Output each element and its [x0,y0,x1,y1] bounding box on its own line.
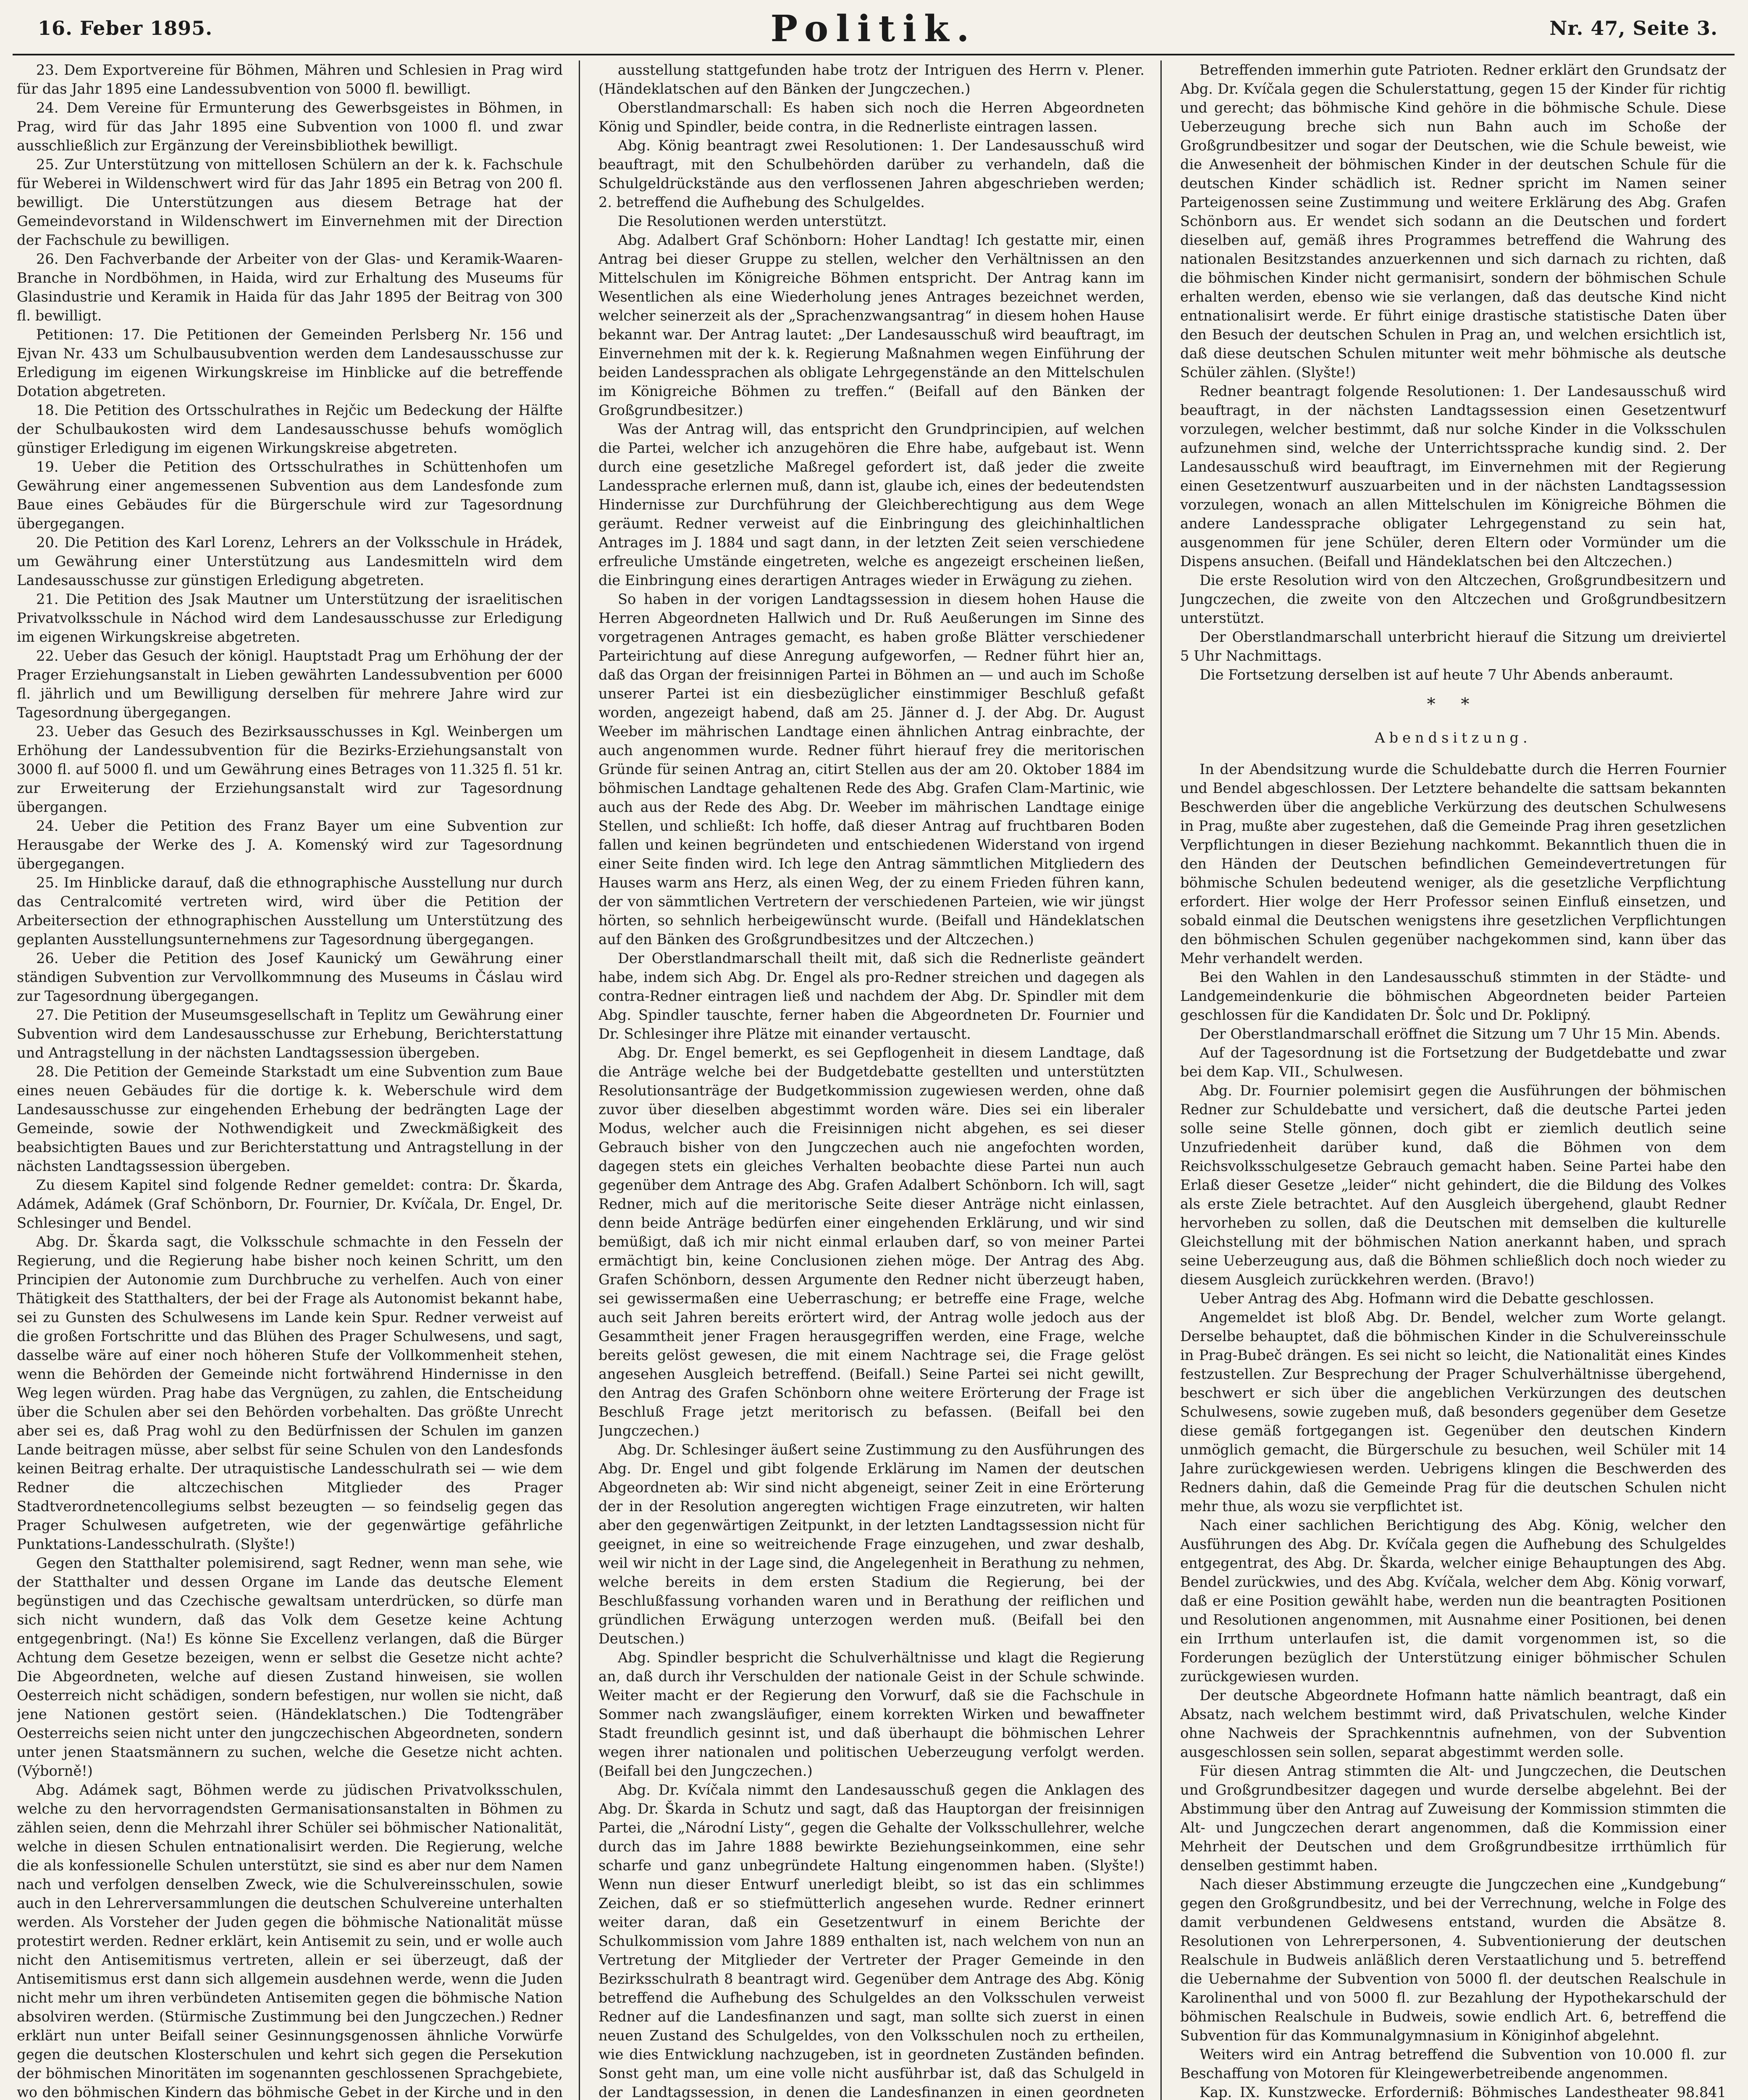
article-paragraph: 28. Die Petition der Gemeinde Starkstadt um eine Subvention zum Baue eines neuen Gebäudes für die dortige k. k. Weberschule wird dem Landesausschusse zur eingehenden Erhebung der bedrängten Lage der Gemeinde, sowie der Nothwendigkeit und Zweckmäßigkeit des beabsichtigten Baues und zur Berichterstattung und Antragstellung in der nächsten Landtagssession übergeben. [17,1063,563,1174]
article-paragraph: Kap. IX. Kunstzwecke. Erforderniß: Böhmisches Landestheater 98.841 [1199,2084,1726,2100]
article-paragraph: Ueber Antrag des Abg. Hofmann wird die Debatte geschlossen. [1199,1290,1654,1307]
article-paragraph: 22. Ueber das Gesuch der königl. Hauptstadt Prag um Erhöhung der der Prager Erziehungsanstalt in Lieben gewährten Landessubvention per 6000 fl. jährlich und um Bewilligung derselben für mehrere Jahre wird zur Tagesordnung übergegangen. [17,648,563,721]
article-paragraph: Abg. Dr. Schlesinger äußert seine Zustimmung zu den Ausführungen des Abg. Dr. Engel und gibt folgende Erklärung im Namen der deutschen Abgeordneten ab: Wir sind nicht abgeneigt, seiner Zeit in eine Erörterung der in der Resolution angeregten wichtigen Frage einzutreten, wir halten aber den gegenwärtigen Zeitpunkt, in der letzten Landtagssession nicht für geeignet, in eine so weitreichende Frage einzugehen, und zwar deshalb, weil wir nicht in der Lage sind, die Angelegenheit in Berathung zu nehmen, welche bereits in dem ersten Stadium die Regierung, bei der Beschlußfassung vorhanden waren und in Berathung der reiflichen und gründlichen Erwägung unterzogen werden muß. (Beifall bei den Deutschen.) [598,1441,1144,1647]
article-paragraph: Petitionen: 17. Die Petitionen der Gemeinden Perlsberg Nr. 156 und Ejvan Nr. 433 um Schulbausubvention werden dem Landesausschusse zur Erledigung im eigenen Wirkungskreise im Hinblicke auf die betreffende Dotation abgetreten. [17,326,563,399]
article-paragraph: 19. Ueber die Petition des Ortsschulrathes in Schüttenhofen um Gewährung einer angemessenen Subvention aus dem Landesfonde zum Baue eines Gebäudes für die Bürgerschule wird zur Tagesordnung übergegangen. [17,459,563,532]
issue-page-info: Nr. 47, Seite 3. [1549,17,1718,39]
article-paragraph: 21. Die Petition des Jsak Mautner um Unterstützung der israelitischen Privatvolksschule in Náchod wird dem Landesausschusse zur Erledigung im eigenen Wirkungskreise abgetreten. [17,591,563,645]
article-paragraph: Abg. Dr. Engel bemerkt, es sei Gepflogenheit in diesem Landtage, daß die Anträge welche bei der Budgetdebatte gestellten und unterstützten Resolutionsanträge der Budgetkommission zugewiesen werden, ohne daß zuvor über dieselben abgestimmt worden wäre. Dies sei ein liberaler Modus, welcher auch die Freisinnigen nicht abgehen, es sei dieser Gebrauch bisher von den Jungczechen auch nie angefochten worden, dagegen stets ein gleiches Verhalten beobachte diese Partei nun auch gegenüber dem Antrage des Abg. Grafen Adalbert Schönborn. Ich will, sagt Redner, mich auf die meritorische Seite dieser Anträge nicht einlassen, denn beide Anträge bedürfen einer eingehenden Erklärung, und wir sind bemüßigt, daß ich mir nicht einmal erlauben darf, so von meiner Partei ermächtigt bin, keine Conclusionen ziehen möge. Der Antrag des Abg. Grafen Schönborn, dessen Argumente den Redner nicht überzeugt haben, sei gewissermaßen eine Ueberraschung; er betreffe eine Frage, welche auch seit Jahren bereits erörtert wird, der Antrag wolle jedoch aus der Gesammtheit jener Fragen herausgegriffen werden, eine Frage, welche bereits gelöst gewesen, die mit einem Nachtrage sei, die Frage gelöst angesehen Ausgleich betreffend. (Beifall.) Seine Partei sei nicht gewillt, den Antrag des Grafen Schönborn ohne weitere Erörterung der Frage ist Beschluß Frage jetzt meritorisch zu befassen. (Beifall bei den Jungczechen.) [598,1045,1144,1439]
article-paragraph: Nach dieser Abstimmung erzeugte die Jungczechen eine „Kundgebung“ gegen den Großgrundbesitz, und bei der Verrechnung, welche in Folge des damit verbundenen Geldwesens entstand, wurden die Absätze 8. Resolutionen von Lehrerpersonen, 4. Subventionierung der deutschen Realschule in Budweis anläßlich deren Verstaatlichung und 5. betreffend die Uebernahme der Subvention von 5000 fl. der deutschen Realschule in Karolinenthal und von 5000 fl. zur Bezahlung der Hypothekarschuld der böhmischen Realschule in Budweis, sowie endlich Art. 6, betreffend die Subvention für das Kommunalgymnasium in Königinhof abgelehnt. [1180,1876,1726,2044]
article-columns [13,60,1735,2100]
article-paragraph: Abg. Adalbert Graf Schönborn: Hoher Landtag! Ich gestatte mir, einen Antrag bei dieser Gruppe zu stellen, welcher den Verhältnissen an den Mittelschulen im Königreiche Böhmen entspricht. Der Antrag kann im Wesentlichen als eine Wiederholung jenes Antrages bezeichnet werden, welcher seinerzeit als der „Sprachenzwangsantrag“ in diesem hohen Hause bekannt war. Der Antrag lautet: „Der Landesausschuß wird beauftragt, im Einvernehmen mit der k. k. Regierung Maßnahmen wegen Einführung der beiden Landessprachen als obligate Lehrgegenstände an den Mittelschulen im Königreiche Böhmen zu treffen.“ (Beifall auf den Bänken der Großgrundbesitzer.) [598,232,1144,418]
column-rule [579,60,580,2100]
article-paragraph: Abg. Spindler bespricht die Schulverhältnisse und klagt die Regierung an, daß durch ihr Verschulden der nationale Geist in der Schule schwinde. Weiter macht er der Regierung den Vorwurf, daß sie die Fachschule in Sommer nach zwangsläufiger, einem korrekten Wirken und bewaffneter Stadt freundlich gesinnt ist, und daß überhaupt die böhmischen Lehrer wegen ihrer nationalen und politischen Ueberzeugung verfolgt werden. (Beifall bei den Jungczechen.) [598,1649,1144,1779]
article-paragraph: ausstellung stattgefunden habe trotz der Intriguen des Herrn v. Plener. (Händeklatschen auf den Bänken der Jungczechen.) [598,62,1144,97]
article-paragraph: Bei den Wahlen in den Landesausschuß stimmten in der Städte- und Landgemeindenkurie die böhmischen Abgeordneten beider Parteien geschlossen für die Kandidaten Dr. Šolc und Dr. Poklipný. [1180,969,1726,1023]
article-paragraph: Betreffenden immerhin gute Patrioten. Redner erklärt den Grundsatz der Abg. Dr. Kvíčala gegen die Schulerstattung, gegen 15 der Kinder für richtig und gerecht; das böhmische Kind gehöre in die böhmische Schule. Diese Ueberzeugung breche sich nun Bahn auch im Schoße der Großgrundbesitzer und sogar der Deutschen, wie die Schule beweist, wie die Anwesenheit der böhmischen Kinder in der deutschen Schule für die deutschen Kinder schädlich ist. Redner spricht im Namen seiner Parteigenossen seine Zustimmung und weitere Erklärung des Abg. Grafen Schönborn aus. Er wendet sich sodann an die Deutschen und fordert dieselben auf, gemäß ihres Programmes betreffend die Wahrung des nationalen Besitzstandes anzuerkennen und sich darnach zu richten, daß die böhmischen Kinder nicht germanisirt, sondern der böhmischen Schule erhalten werden, ebenso wie sie verlangen, daß das deutsche Kind nicht entnationalisirt werde. Er führt einige drastische statistische Daten über den Besuch der deutschen Schulen in Prag an, und welchen ersichtlich ist, daß diese deutschen Schulen mitunter weit mehr böhmische als deutsche Schüler zählen. (Slyšte!) [1180,62,1726,381]
article-paragraph: Der deutsche Abgeordnete Hofmann hatte nämlich beantragt, daß ein Absatz, nach welchem bestimmt wird, daß Privatschulen, welche Kinder ohne Nachweis der Sprachkenntnis aufnehmen, von der Subvention ausgeschlossen sein sollen, separat abgestimmt werden solle. [1180,1687,1726,1760]
article-paragraph: Was der Antrag will, das entspricht den Grundprincipien, auf welchen die Partei, welcher ich anzugehören die Ehre habe, aufgebaut ist. Wenn durch eine gesetzliche Maßregel gefordert ist, daß jeder die zweite Landessprache erlernen muß, dann ist, glaube ich, eines der bedeutendsten Hindernisse zur Durchführung der Gleichberechtigung aus dem Wege geräumt. Redner verweist auf die Einbringung des gleichinhaltlichen Antrages im J. 1884 und sagt dann, in der letzten Zeit seien verschiedene erfreuliche Umstände eingetreten, welche es angezeigt erscheinen ließen, die Einbringung eines derartigen Antrages wieder in Erwägung zu ziehen. [598,421,1144,588]
article-paragraph: 23. Dem Exportvereine für Böhmen, Mähren und Schlesien in Prag wird für das Jahr 1895 eine Landessubvention von 5000 fl. bewilligt. [17,62,563,97]
article-paragraph: Abg. Adámek sagt, Böhmen werde zu jüdischen Privatvolksschulen, welche zu den hervorragendsten Germanisationsanstalten in Böhmen zu zählen seien, denn die Mehrzahl ihrer Schüler sei böhmischer Nationalität, welche in diesen Schulen entnationalisirt werden. Die Regierung, welche die als konfessionelle Schulen unterstützt, sie sind es aber nur dem Namen nach und verfolgen denselben Zweck, wie die Schulvereinsschulen, sowie auch in den Lehrerversammlungen die deutschen Schulvereine unterhalten werden. Als Vorsteher der Juden gegen die böhmische Nationalität müsse protestirt werden. Redner erklärt, kein Antisemit zu sein, und er wolle auch nicht den Antisemitismus vertreten, allein er sei überzeugt, daß der Antisemitismus erst dann sich allgemein ausdehnen werde, wenn die Juden nicht mehr um ihren verbündeten Antisemiten gegen die böhmische Nation absolviren werden. (Stürmische Zustimmung bei den Jungczechen.) Redner erklärt nun unter Beifall seiner Gesinnungsgenossen ähnliche Vorwürfe gegen die deutschen Klosterschulen und kehrt sich gegen die Persekution der böhmischen Minoritäten im sogenannten geschlossenen Sprachgebiete, wo den böhmischen Kindern das böhmische Gebet in der Kirche und in den [17,1782,563,2100]
article-paragraph: So haben in der vorigen Landtagssession in diesem hohen Hause die Herren Abgeordneten Hallwich und Dr. Ruß Aeußerungen im Sinne des vorgetragenen Antrages gemacht, es haben große Blätter verschiedener Parteirichtung auf diese Anregung aufgeworfen, — Redner führt hier an, daß das Organ der freisinnigen Partei in Böhmen an — und auch im Schoße unserer Partei ist ein diesbezüglicher einstimmiger Beschluß gefaßt worden, angezeigt habend, daß am 25. Jänner d. J. der Abg. Dr. August Weeber im mährischen Landtage einen ähnlichen Antrag einbrachte, der auch angenommen wurde. Redner führt hierauf frey die meritorischen Gründe für seinen Antrag an, citirt Stellen aus der am 20. Oktober 1884 im böhmischen Landtage gehaltenen Rede des Abg. Grafen Clam-Martinic, wie auch aus der Rede des Abg. Dr. Weeber im mährischen Landtage einige Stellen, und schließt: Ich hoffe, daß dieser Antrag auf fruchtbaren Boden fallen und keinen begründeten und entschiedenen Widerstand von irgend einer Seite finden wird. Ich lege den Antrag sämmtlichen Mitgliedern des Hauses warm ans Herz, als einen Weg, der zu einem Frieden führen kann, der von sämmtlichen Vertretern der verschiedenen Parteien, wie wir jüngst hörten, so sehnlich herbeigewünscht wurde. (Beifall und Händeklatschen auf den Bänken des Großgrundbesitzes und der Altczechen.) [598,591,1144,948]
article-paragraph: 23. Ueber das Gesuch des Bezirksausschusses in Kgl. Weinbergen um Erhöhung der Landessubvention für die Bezirks-Erziehungsanstalt von 3000 fl. auf 5000 fl. und um Gewährung eines Betrages von 11.325 fl. 51 kr. zur Erweiterung der Erziehungsanstalt wird zur Tagesordnung übergangen. [17,723,563,815]
article-paragraph: Die Fortsetzung derselben ist auf heute 7 Uhr Abends anberaumt. [1199,667,1674,683]
article-paragraph: 27. Die Petition der Museumsgesellschaft in Teplitz um Gewährung einer Subvention wird dem Landesausschusse zur Erhebung, Berichterstattung und Antragstellung in der nächsten Landtagssession übergeben. [17,1007,563,1061]
article-paragraph: Die erste Resolution wird von den Altczechen, Großgrundbesitzern und Jungczechen, die zweite von den Altczechen und Großgrundbesitzern unterstützt. [1180,572,1726,626]
section-title: Politik. [770,8,977,50]
article-paragraph: Der Oberstlandmarschall eröffnet die Sitzung um 7 Uhr 15 Min. Abends. [1199,1026,1721,1042]
article-paragraph: 18. Die Petition des Ortsschulrathes in Rejčic um Bedeckung der Hälfte der Schulbaukosten wird dem Landesausschusse behufs womöglich günstiger Erledigung im eigenen Wirkungskreise abgetreten. [17,402,563,456]
article-paragraph: 25. Im Hinblicke darauf, daß die ethnographische Ausstellung nur durch das Centralcomité vertreten wird, wird über die Petition der Arbeitersection der ethnographischen Ausstellung um Unterstützung des geplanten Ausstellungsunternehmens zur Tagesordnung übergegangen. [17,874,563,948]
column-2 [598,60,1144,2100]
column-rule [1160,60,1162,2100]
section-separator: * * [1427,695,1480,714]
article-paragraph: Für diesen Antrag stimmten die Alt- und Jungczechen, die Deutschen und Großgrundbesitzer dagegen und wurde derselbe abgelehnt. Bei der Abstimmung über den Antrag auf Zuweisung der Kommission stimmten die Alt- und Jungczechen derart angenommen, daß die Kommission einer Mehrheit der Deutschen und dem Großgrundbesitze irrthümlich für denselben gestimmt haben. [1180,1763,1726,1874]
article-paragraph: Angemeldet ist bloß Abg. Dr. Bendel, welcher zum Worte gelangt. Derselbe behauptet, daß die böhmischen Kinder in die Schulvereinsschule in Prag-Bubeč drängen. Es sei nicht so leicht, die Nationalität eines Kindes festzustellen. Zur Besprechung der Prager Schulverhältnisse übergehend, beschwert er sich über die angeblichen Verkürzungen des deutschen Schulwesens, sowie zugeben muß, daß besonders gegenüber dem Gesetze diese gemäß fortgegangen ist. Gegenüber den deutschen Kindern unmöglich gemacht, die Bürgerschule zu besuchen, weil Schüler mit 14 Jahre zurückgewiesen werden. Uebrigens klingen die Beschwerden des Redners dahin, daß die Gemeinde Prag für die deutschen Schulen nicht mehr thue, als wozu sie verpflichtet ist. [1180,1309,1726,1515]
article-paragraph: Der Oberstlandmarschall unterbricht hierauf die Sitzung um dreiviertel 5 Uhr Nachmittags. [1180,629,1726,664]
article-paragraph: Abg. Dr. Fournier polemisirt gegen die Ausführungen der böhmischen Redner zur Schuldebatte und versichert, daß die deutsche Partei jeden solle seine Stelle gönnen, doch gibt er ziemlich deutlich seine Unzufriedenheit darüber kund, daß die Böhmen von dem Reichsvolksschulgesetze Gebrauch gemacht haben. Seine Partei habe den Erlaß dieser Gesetze „leider“ nicht gehindert, die die Bildung des Volkes als erste Ziele betrachtet. Auf den Ausgleich übergehend, glaubt Redner hervorheben zu sollen, daß die Deutschen mit demselben die kulturelle Gleichstellung mit der böhmischen Nation anerkannt haben, und sprach seine Ueberzeugung aus, daß die Böhmen schließlich doch noch wieder zu diesem Ausgleich zurückkehren werden. (Bravo!) [1180,1082,1726,1288]
article-paragraph: 26. Den Fachverbande der Arbeiter von der Glas- und Keramik-Waaren-Branche in Nordböhmen, in Haida, wird zur Erhaltung des Museums für Glasindustrie und Keramik in Haida für das Jahr 1895 der Beitrag von 300 fl. bewilligt. [17,251,563,324]
article-paragraph: 26. Ueber die Petition des Josef Kaunický um Gewährung einer ständigen Subvention zur Vervollkommnung des Museums in Čáslau wird zur Tagesordnung übergegangen. [17,950,563,1004]
article-paragraph: 20. Die Petition des Karl Lorenz, Lehrers an der Volksschule in Hrádek, um Gewährung einer Unterstützung aus Landesmitteln wird dem Landesausschusse zur günstigen Erledigung abgetreten. [17,534,563,588]
article-paragraph: Abg. Dr. Škarda sagt, die Volksschule schmachte in den Fesseln der Regierung, und die Regierung habe bisher noch keinen Schritt, um den Principien der Autonomie zum Durchbruche zu verhelfen. Auch von einer Thätigkeit des Statthalters, der bei der Frage als Autonomist bekannt habe, sei zu Gunsten des Schulwesens im Lande kein Spur. Redner verweist auf die großen Fortschritte und das Blühen des Prager Schulwesens, und sagt, dasselbe wäre auf einer noch höheren Stufe der Vollkommenheit stehen, wenn die Behörden der Gemeinde nicht fortwährend Hindernisse in den Weg legen würden. Prag habe das Vergnügen, zu zahlen, die Entscheidung über die Schulen aber sei den Behörden vorbehalten. Das größte Unrecht aber sei es, daß Prag wohl zu den Bedürfnissen der Schulen im ganzen Lande beitragen müsse, aber selbst für seine Schulen von den Landesfonds keinen Beitrag erhalte. Der utraquistische Landesschulrath sei — wie dem Redner die altczechischen Mitglieder des Prager Stadtverordnetencollegiums selbst bezeugten — so feindselig gegen das Prager Schulwesen aufgetreten, wie der gegenwärtige gefährliche Punktations-Landesschulrath. (Slyšte!) [17,1234,563,1552]
article-paragraph: In der Abendsitzung wurde die Schuldebatte durch die Herren Fournier und Bendel abgeschlossen. Der Letztere behandelte die sattsam bekannten Beschwerden über die angebliche Verkürzung des deutschen Schulwesens in Prag, mußte aber zugestehen, daß die Gemeinde Prag ihren gesetzlichen Verpflichtungen in dieser Beziehung nachkommt. Bekanntlich thuen die in den Händen der Deutschen befindlichen Gemeindevertretungen für böhmische Schulen bedeutend weniger, als die gesetzliche Verpflichtung erfordert. Hier wolge der Herr Professor seinen Einfluß einsetzen, und sobald einmal die Deutschen wenigstens ihre gesetzlichen Verpflichtungen den böhmischen Schulen gegenüber nachgekommen sind, kann über das Mehr verhandelt werden. [1180,761,1726,966]
article-paragraph: Zu diesem Kapitel sind folgende Redner gemeldet: contra: Dr. Škarda, Adámek, Adámek (Graf Schönborn, Dr. Fournier, Dr. Kvíčala, Dr. Engel, Dr. Schlesinger und Bendel. [17,1177,563,1231]
article-paragraph: 25. Zur Unterstützung von mittellosen Schülern an der k. k. Fachschule für Weberei in Wildenschwert wird für das Jahr 1895 ein Betrag von 200 fl. bewilligt. Die Unterstützungen aus diesem Betrage hat der Gemeindevorstand in Wildenschwert im Einvernehmen mit der Direction der Fachschule zu bewilligen. [17,156,563,248]
article-paragraph: Auf der Tagesordnung ist die Fortsetzung der Budgetdebatte und zwar bei dem Kap. VII., Schulwesen. [1180,1045,1726,1080]
article-paragraph: 24. Ueber die Petition des Franz Bayer um eine Subvention zur Herausgabe der Werke des J. A. Komenský wird zur Tagesordnung übergegangen. [17,818,563,872]
article-paragraph: Die Resolutionen werden unterstützt. [618,213,887,229]
article-paragraph: Nach einer sachlichen Berichtigung des Abg. König, welcher den Ausführungen des Abg. Dr. Kvíčala gegen die Aufhebung des Schulgeldes entgegentrat, des Abg. Dr. Škarda, welcher einige Behauptungen des Abg. Bendel zurückwies, und des Abg. Kvíčala, welcher dem Abg. König vorwarf, daß er eine Position gewählt habe, werden nun die beantragten Positionen und Resolutionen angenommen, mit Ausnahme einer Positionen, bei denen ein Irrthum unterlaufen ist, die damit vorgenommen ist, so die Forderungen bezüglich der Unterstützung einiger böhmischer Schulen zurückgewiesen wurden. [1180,1517,1726,1685]
article-paragraph: Redner beantragt folgende Resolutionen: 1. Der Landesausschuß wird beauftragt, in der nächsten Landtagssession einen Gesetzentwurf vorzulegen, welcher bestimmt, daß nur solche Kinder in die Volksschulen aufzunehmen sind, welche der Unterrichtssprache kundig sind. 2. Der Landesausschuß wird beauftragt, im Einvernehmen mit der Regierung einen Gesetzentwurf auszuarbeiten und in der nächsten Landtagssession vorzulegen, wonach an allen Mittelschulen im Königreiche Böhmen die andere Landessprache obligater Lehrgegenstand zu sein hat, ausgenommen für jene Schüler, deren Eltern oder Vormünder um die Dispens ansuchen. (Beifall und Händeklatschen bei den Altczechen.) [1180,383,1726,570]
column-1 [17,60,563,2100]
article-paragraph: Der Oberstlandmarschall theilt mit, daß sich die Rednerliste geändert habe, indem sich Abg. Dr. Engel als pro-Redner streichen und dagegen als contra-Redner eintragen ließ und nachdem der Abg. Dr. Spindler mit dem Abg. Spindler tauschte, ferner haben die Abgeordneten Dr. Fournier und Dr. Schlesinger ihre Plätze mit einander vertauscht. [598,950,1144,1042]
page-header [13,8,1735,55]
column-3 [1180,60,1726,2100]
article-paragraph: Weiters wird ein Antrag betreffend die Subvention von 10.000 fl. zur Beschaffung von Motoren für Kleingewerbetreibende angenommen. [1180,2046,1726,2082]
article-paragraph: Abg. König beantragt zwei Resolutionen: 1. Der Landesausschuß wird beauftragt, mit den Schulbehörden darüber zu verhandeln, daß die Schulgeldrückstände aus den verflossenen Jahren abgeschrieben werden; 2. betreffend die Aufhebung des Schulgeldes. [598,137,1144,210]
section-heading: Abendsitzung. [1375,730,1532,746]
article-paragraph: 24. Dem Vereine für Ermunterung des Gewerbsgeistes in Böhmen, in Prag, wird für das Jahr 1895 eine Subvention von 1000 fl. und zwar ausschließlich zur Ergänzung der Vereinsbibliothek bewilligt. [17,100,563,154]
issue-date: 16. Feber 1895. [38,17,213,39]
article-paragraph: Abg. Dr. Kvíčala nimmt den Landesausschuß gegen die Anklagen des Abg. Dr. Škarda in Schutz und sagt, daß das Hauptorgan der freisinnigen Partei, die „Národní Listy“, gegen die Gehalte der Volksschullehrer, welche durch das im Jahre 1888 bewirkte Beziehungseinkommen, eine sehr scharfe und ganz unbegründete Haltung eingenommen haben. (Slyšte!) Wenn nun dieser Entwurf unerledigt bleibt, so ist das ein schlimmes Zeichen, daß er so stiefmütterlich angesehen wurde. Redner erinnert weiter daran, daß ein Gesetzentwurf in einem Berichte der Schulkommission vom Jahre 1889 enthalten ist, nach welchem von nun an Vertretung der Mitglieder der Vertreter der Prager Gemeinde in den Bezirksschulrath 8 beantragt wird. Gegenüber dem Antrage des Abg. König betreffend die Aufhebung des Schulgeldes an den Volksschulen verweist Redner auf die Landesfinanzen und sagt, man sollte sich zuerst in einen neuen Zustand des Schulgeldes, von den Volksschulen noch zu ertheilen, wie dies Entwicklung nachzugeben, ist in geordneten Zuständen befinden. Sonst geht man, um eine volle nicht ausführbar ist, daß das Schulgeld in der Landtagssession, in denen die Landesfinanzen in einen geordneten [598,1782,1144,2100]
article-paragraph: Gegen den Statthalter polemisirend, sagt Redner, wenn man sehe, wie der Statthalter und dessen Organe im Lande das deutsche Element begünstigen und das Czechische gewaltsam unterdrücken, so dürfe man sich nicht wundern, daß das Volk dem Gesetze keine Achtung entgegenbringt. (Na!) Es könne Sie Excellenz verlangen, daß die Bürger Achtung dem Gesetze bezeigen, wenn er selbst die Gesetze nicht achte? Die Abgeordneten, welche auf diesen Zustand hinweisen, sie wollen Oesterreich nicht schädigen, sondern befestigen, nur wollen sie nicht, daß jene Nationen gestört seien. (Händeklatschen.) Die Todtengräber Oesterreichs seien nicht unter den jungczechischen Abgeordneten, sondern unter jenen Staatsmännern zu suchen, welche die Gesetze nicht achten. (Výborně!) [17,1555,563,1779]
article-paragraph: Oberstlandmarschall: Es haben sich noch die Herren Abgeordneten König und Spindler, beide contra, in die Rednerliste eintragen lassen. [598,100,1144,135]
newspaper-page [13,8,1735,2100]
